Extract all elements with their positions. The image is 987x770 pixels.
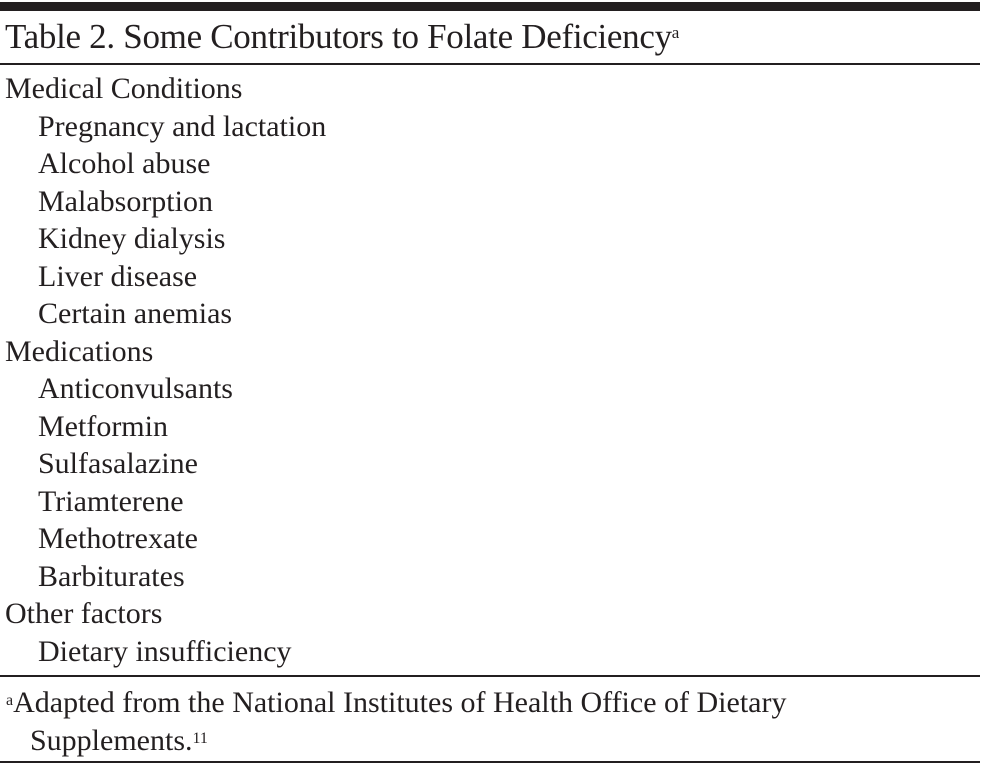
category-row: Medications xyxy=(5,334,154,368)
item-row: Metformin xyxy=(38,409,168,443)
reference-number: 11 xyxy=(192,729,208,747)
item-row: Dietary insufficiency xyxy=(38,634,292,668)
item-row: Liver disease xyxy=(38,259,198,293)
item-row: Certain anemias xyxy=(38,297,233,330)
item-row: Barbiturates xyxy=(38,559,185,593)
footnote-line-2: Supplements. xyxy=(30,723,193,757)
item-row: Triamterene xyxy=(38,484,184,518)
item-row: Kidney dialysis xyxy=(38,222,226,255)
footnote-marker: a xyxy=(671,23,680,42)
table-footnote xyxy=(6,684,786,759)
table-title-text: Table 2. Some Contributors to Folate Deficiency xyxy=(5,17,672,56)
table-title xyxy=(5,14,679,60)
body-rule xyxy=(0,675,980,677)
item-row: Pregnancy and lactation xyxy=(38,109,327,143)
table-body xyxy=(0,70,980,670)
item-row: Anticonvulsants xyxy=(38,372,233,405)
item-row: Alcohol abuse xyxy=(38,147,211,180)
header-rule xyxy=(0,63,980,65)
category-row: Medical Conditions xyxy=(5,72,243,105)
category-row: Other factors xyxy=(5,597,163,630)
item-row: Malabsorption xyxy=(38,184,213,218)
bottom-rule xyxy=(0,761,980,763)
top-rule xyxy=(0,2,980,11)
item-row: Methotrexate xyxy=(38,522,198,555)
item-row: Sulfasalazine xyxy=(38,447,198,480)
footnote-marker: a xyxy=(6,692,14,709)
footnote-line-1: Adapted from the National Institutes of Health Office of Dietary xyxy=(13,686,787,719)
